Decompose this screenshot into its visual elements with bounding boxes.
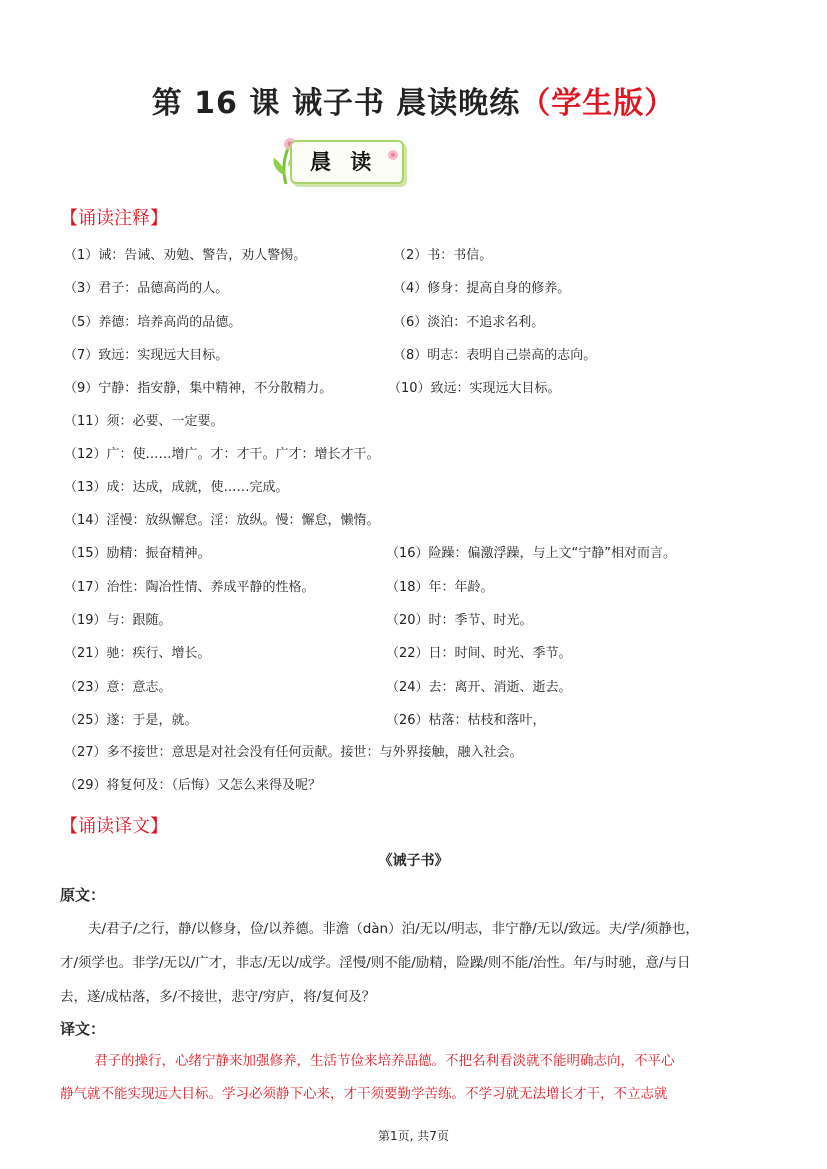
- note-item: （25）遂：于是，就。: [64, 713, 198, 728]
- note-item: （13）成：达成，成就，使……完成。: [64, 480, 289, 495]
- note-item: （19）与：跟随。: [64, 613, 172, 628]
- flower-small-icon: [386, 148, 400, 162]
- badge-label: 晨 读: [310, 149, 378, 174]
- original-line: 才/须学也。非学/无以/广才，非志/无以/成学。淫慢/则不能/励精，险躁/则不能/治性。年/与时驰，意/与日: [60, 955, 691, 971]
- note-item: （27）多不接世：意思是对社会没有任何贡献。接世：与外界接触，融入社会。: [64, 745, 523, 760]
- note-item: （16）险躁：偏激浮躁，与上文“宁静”相对而言。: [386, 546, 677, 561]
- page-footer: 第1页, 共7页: [378, 1129, 449, 1143]
- note-item: （2）书：书信。: [393, 248, 493, 263]
- note-item: （20）时：季节、时光。: [386, 613, 533, 628]
- original-line: 夫/君子/之行，静/以修身，俭/以养德。非澹（dàn）泊/无以/明志，非宁静/无以/致远。夫/学/须静也，: [88, 921, 699, 937]
- title-main: 第 16 课 诫子书 晨读晚练: [151, 86, 521, 121]
- note-item: （24）去：离开、消逝、逝去。: [386, 680, 572, 695]
- note-item: （10）致远：实现远大目标。: [388, 381, 561, 396]
- original-line: 去，遂/成枯落，多/不接世，悲守/穷庐，将/复何及？: [60, 989, 376, 1005]
- note-item: （26）枯落：枯枝和落叶，: [386, 713, 546, 728]
- note-item: （14）淫慢：放纵懈怠。淫：放纵。慢：懈怠，懒惰。: [64, 513, 380, 528]
- note-item: （22）日：时间、时光、季节。: [386, 646, 572, 661]
- section-notes-heading: 【诵读注释】: [60, 208, 168, 229]
- title-suffix: （学生版）: [520, 86, 676, 121]
- morning-reading-badge: [268, 136, 406, 186]
- note-item: （29）将复何及：（后悔）又怎么来得及呢？: [64, 778, 322, 793]
- note-item: （5）养德：培养高尚的品德。: [64, 315, 242, 330]
- translation-line: 君子的操行，心绪宁静来加强修养，生活节俭来培养品德。不把名利看淡就不能明确志向，不平心: [94, 1053, 675, 1069]
- note-item: （3）君子：品德高尚的人。: [64, 281, 229, 296]
- note-item: （23）意：意志。: [64, 680, 172, 695]
- note-item: （8）明志：表明自己崇高的志向。: [393, 348, 597, 363]
- note-item: （17）治性：陶冶性情、养成平静的性格。: [64, 580, 315, 595]
- note-item: （12）广：使……增广。才：才干。广才：增长才干。: [64, 447, 380, 462]
- section-translation-heading: 【诵读译文】: [60, 816, 168, 837]
- translation-line: 静气就不能实现远大目标。学习必须静下心来，才干须要勤学苦练。不学习就无法增长才干，不立志就: [60, 1086, 668, 1102]
- note-item: （6）淡泊：不追求名利。: [393, 315, 545, 330]
- note-item: （11）须：必要、一定要。: [64, 414, 224, 429]
- note-item: （7）致远：实现远大目标。: [64, 348, 229, 363]
- note-item: （15）励精：振奋精神。: [64, 546, 211, 561]
- translation-label: 译文：: [60, 1020, 106, 1038]
- note-item: （9）宁静：指安静，集中精神，不分散精力。: [64, 381, 333, 396]
- note-item: （18）年：年龄。: [386, 580, 494, 595]
- note-item: （1）诫：告诫、劝勉、警告，劝人警惕。: [64, 248, 307, 263]
- original-label: 原文：: [60, 886, 106, 904]
- note-item: （21）驰：疾行、增长。: [64, 646, 211, 661]
- work-title: 《诫子书》: [378, 853, 449, 869]
- note-item: （4）修身：提高自身的修养。: [393, 281, 571, 296]
- page-title: [0, 78, 827, 122]
